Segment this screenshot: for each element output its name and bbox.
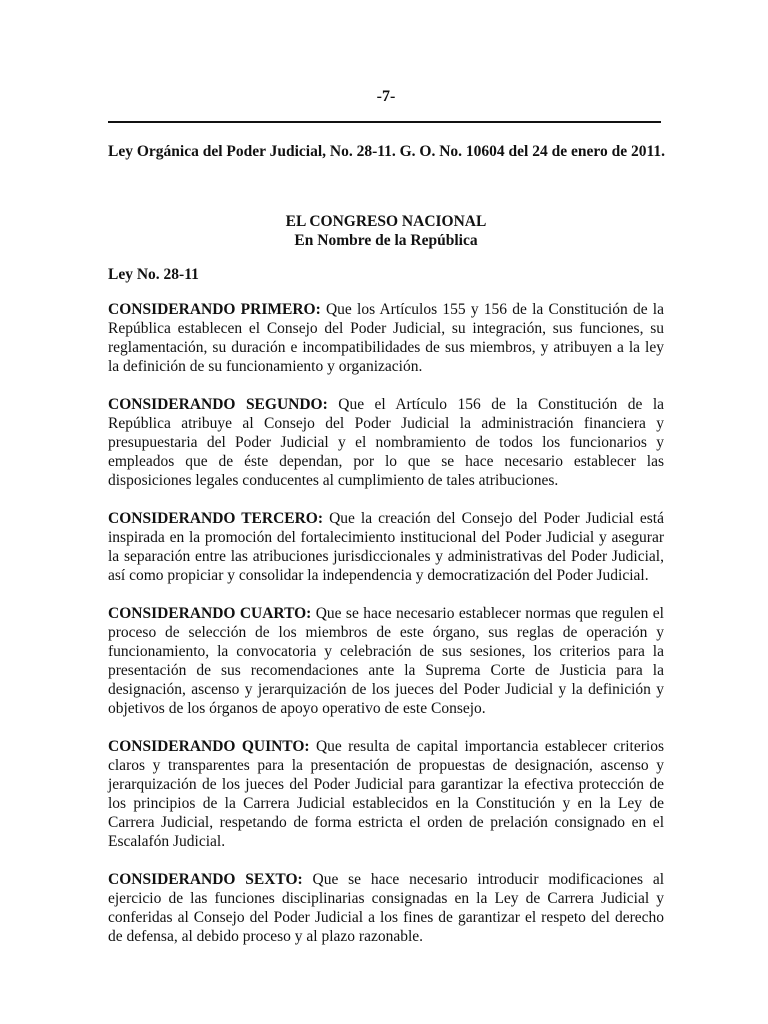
clause-primero	[108, 300, 664, 376]
considerandos	[108, 300, 664, 965]
clause-text: Que resulta de capital importancia establecer criterios claros y transparentes para la presentación de propuestas de designación, ascenso y jerarquización de los jueces del Poder Judicial para garantizar la efectiva protección de los principios de la Carrera Judicial establecidos en la Constitución y en la Ley de Carrera Judicial, respetando de forma estricta el orden de prelación consignado en el Escalafón Judicial.	[108, 738, 664, 850]
clause-sexto	[108, 870, 664, 946]
clause-lead: CONSIDERANDO SEXTO:	[108, 871, 303, 888]
clause-quinto	[108, 737, 664, 851]
clause-tercero	[108, 509, 664, 585]
clause-lead: CONSIDERANDO SEGUNDO:	[108, 396, 328, 413]
heading-line-1: EL CONGRESO NACIONAL	[285, 213, 487, 230]
clause-lead: CONSIDERANDO QUINTO:	[108, 738, 310, 755]
clause-lead: CONSIDERANDO TERCERO:	[108, 510, 324, 527]
document-page	[108, 0, 664, 1024]
law-number: Ley No. 28-11	[108, 266, 199, 283]
clause-lead: CONSIDERANDO CUARTO:	[108, 605, 312, 622]
page-number: -7-	[376, 88, 396, 105]
clause-text: Que la creación del Consejo del Poder Judicial está inspirada en la promoción del fortalecimiento institucional del Poder Judicial y asegurar la separación entre las atribuciones jurisdiccionales y administrativas del Poder Judicial, así como propiciar y consolidar la independencia y democratización del Poder Judicial.	[108, 510, 664, 584]
clause-text: Que el Artículo 156 de la Constitución de la República atribuye al Consejo del Poder Judicial la administración financiera y presupuestaria del Poder Judicial y el nombramiento de todos los funcionarios y empleados que de éste dependan, por lo que se hace necesario establecer las disposiciones legales conducentes al cumplimiento de tales atribuciones.	[108, 396, 665, 489]
document-heading	[108, 212, 664, 250]
clause-lead: CONSIDERANDO PRIMERO:	[108, 301, 321, 318]
law-reference: Ley Orgánica del Poder Judicial, No. 28-11. G. O. No. 10604 del 24 de enero de 2011.	[108, 143, 665, 160]
clause-text: Que los Artículos 155 y 156 de la Constitución de la República establecen el Consejo del Poder Judicial, su integración, sus funciones, su reglamentación, su duración e incompatibilidades de sus miembros, y atribuyen a la ley la definición de su funcionamiento y organización.	[108, 301, 664, 375]
clause-segundo	[108, 395, 664, 490]
clause-text: Que se hace necesario establecer normas que regulen el proceso de selección de los miembros de este órgano, sus reglas de operación y funcionamiento, la convocatoria y celebración de sus sesiones, los criterios para la presentación de sus recomendaciones ante la Suprema Corte de Justicia para la designación, ascenso y jerarquización de los jueces del Poder Judicial y la definición y objetivos de los órganos de apoyo operativo de este Consejo.	[108, 605, 664, 717]
clause-text: Que se hace necesario introducir modificaciones al ejercicio de las funciones disciplinarias consignadas en la Ley de Carrera Judicial y conferidas al Consejo del Poder Judicial a los fines de garantizar el respeto del derecho de defensa, al debido proceso y al plazo razonable.	[108, 871, 665, 945]
header-rule	[108, 121, 661, 123]
clause-cuarto	[108, 604, 664, 718]
heading-line-2: En Nombre de la República	[294, 232, 478, 249]
